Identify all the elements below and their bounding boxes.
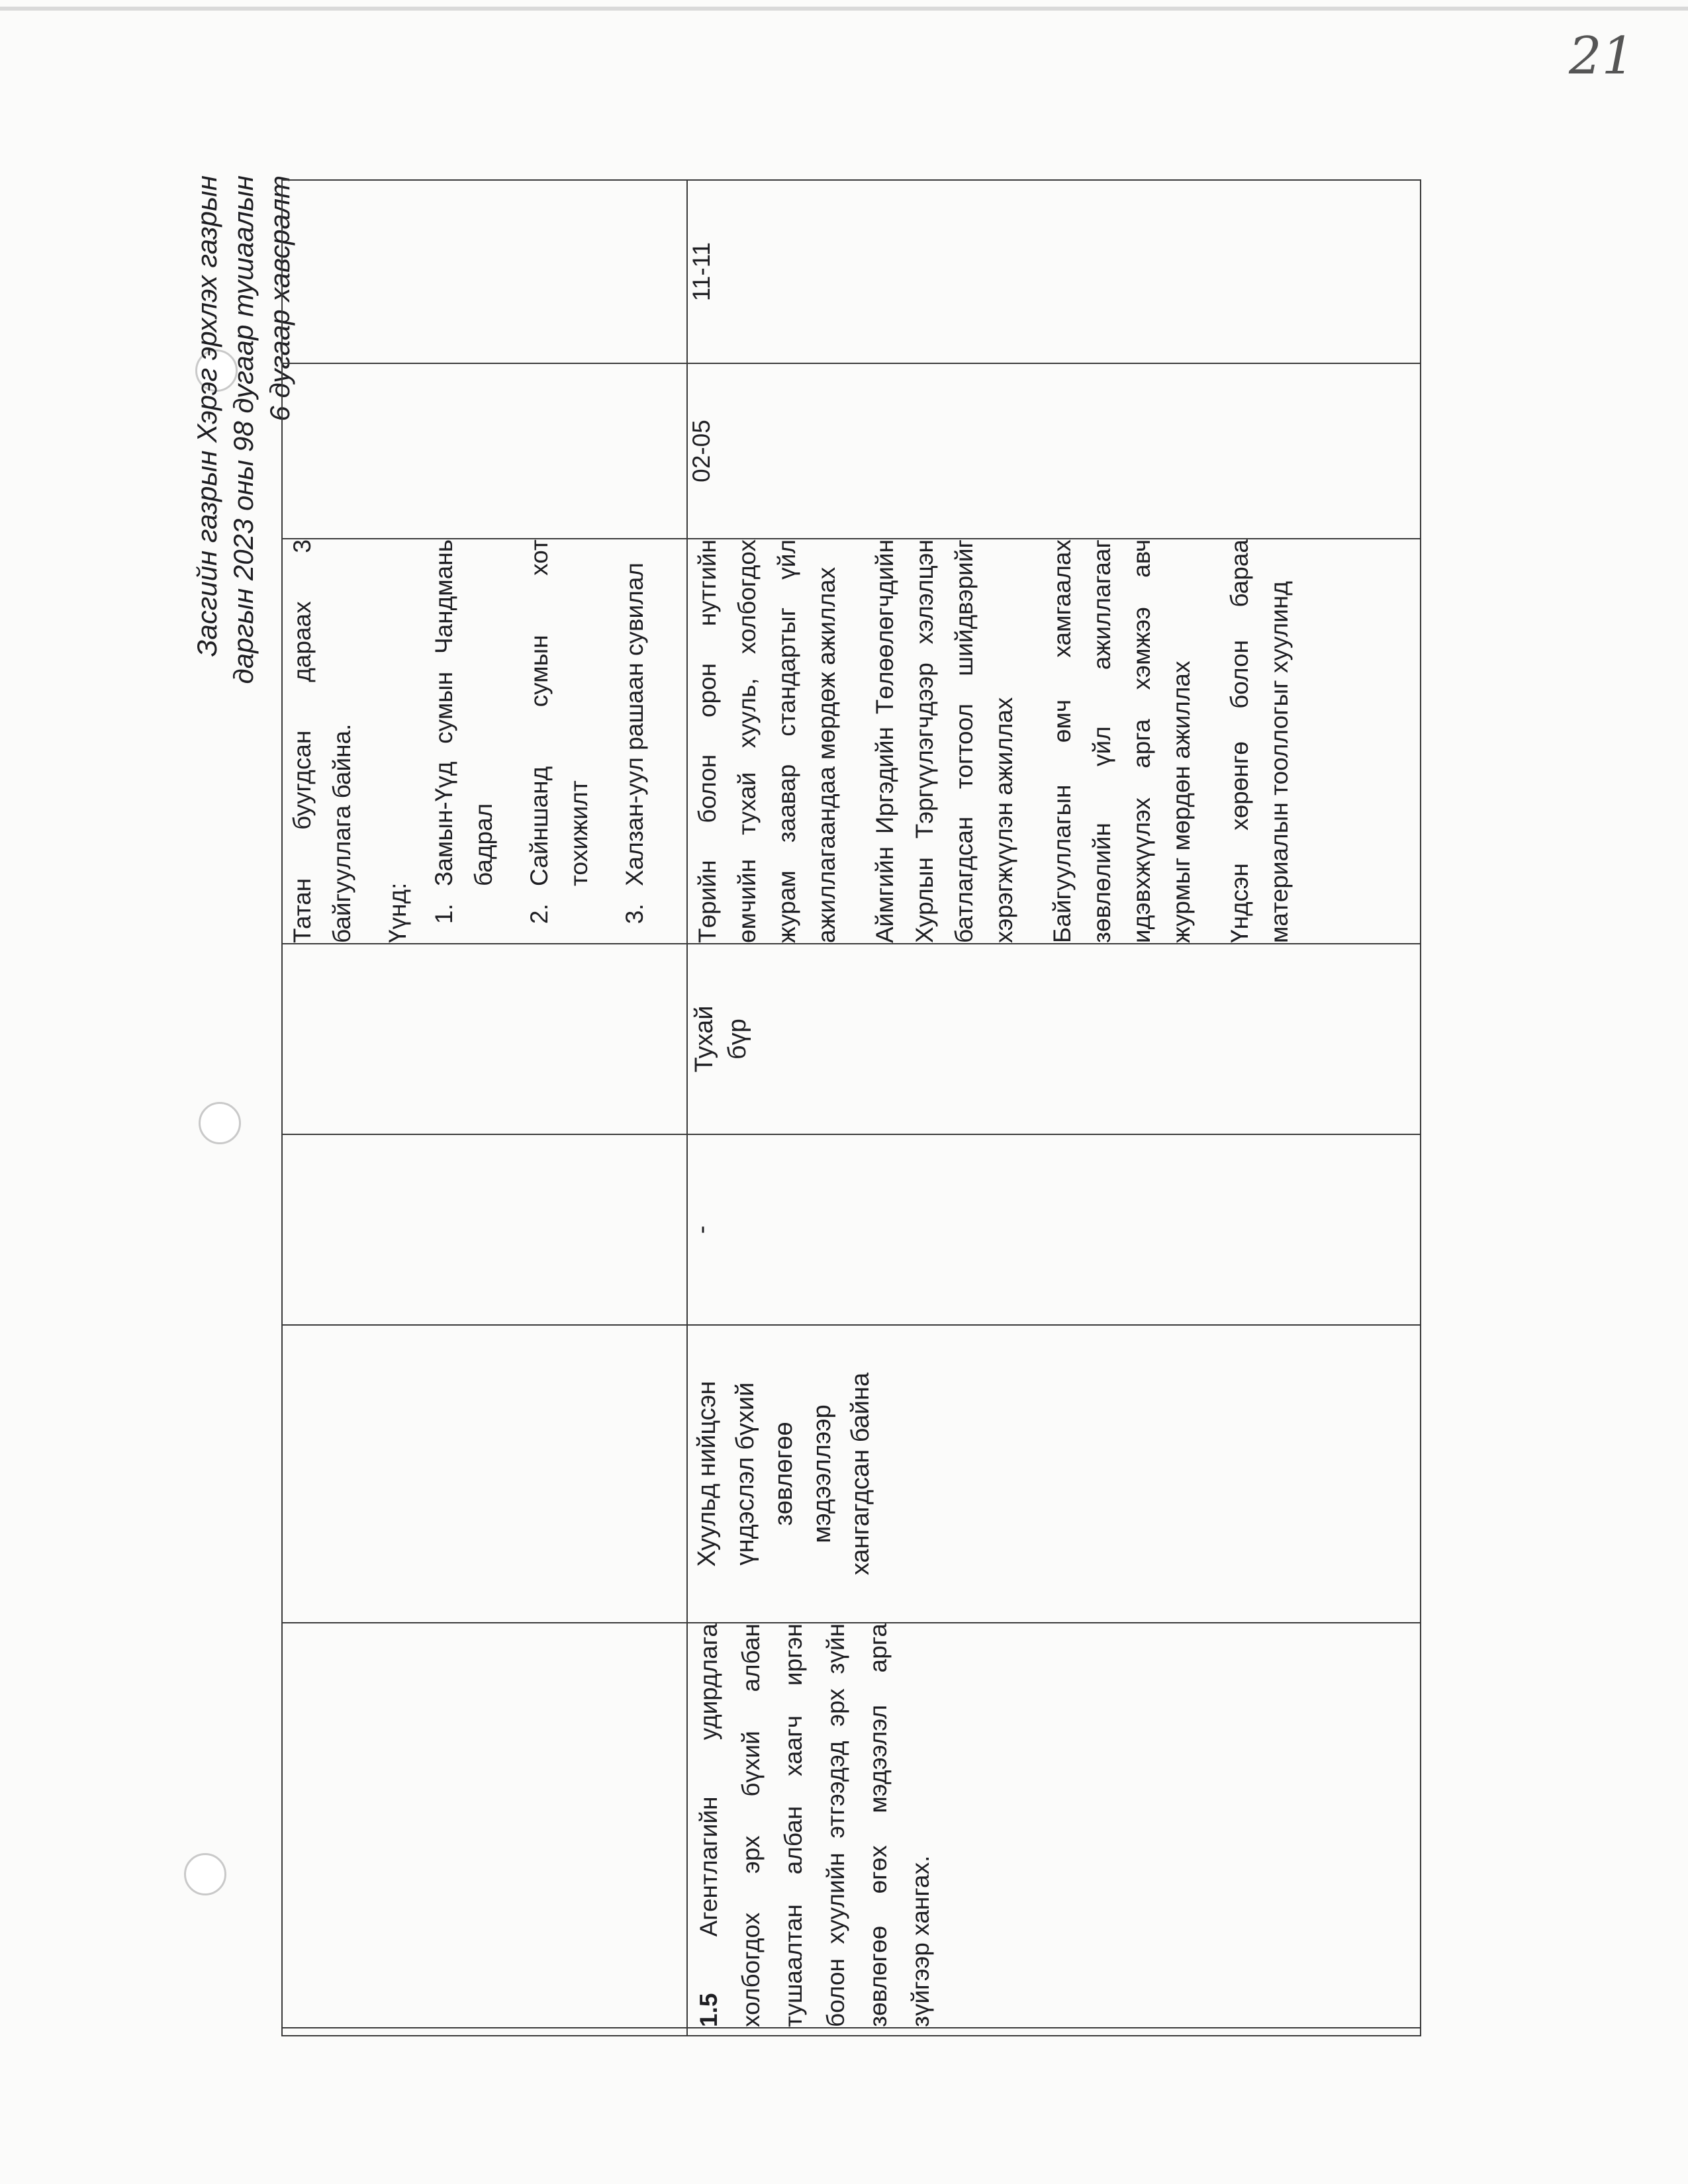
activity-item: Үндсэн хөрөнгө болон бараа материалын тооллогыг хуулинд — [1226, 539, 1293, 943]
liquidated-units-list — [424, 539, 655, 943]
list-item: 2. Сайншанд сумын хот тохижилт — [520, 539, 599, 897]
result-cell: Хуульд нийцсэн үндэслэл бүхий зөвлөгөө мэдээллээр хангагдсан байна — [687, 1325, 1421, 1623]
activity-item: Төрийн болон орон нутгийн өмчийн тухай хууль, холбогдох журам заавар стандартыг үйл ажиллагаандаа мөрдөж ажиллах — [694, 539, 840, 943]
header-line: 6 дугаар хавсралт — [264, 175, 295, 422]
header-line: даргын 2023 оны 98 дугаар тушаалын — [228, 175, 259, 684]
handwritten-page-number: 21 — [1569, 26, 1635, 86]
table-row — [282, 180, 687, 2036]
actions-intro: Татан буугдсан дараах 3 байгууллага байна. — [289, 539, 355, 943]
actions-label: Үүнд: — [384, 882, 411, 943]
list-item: 3. Халзан-уул рашаан сувилал — [615, 539, 655, 897]
rotated-page — [189, 53, 1499, 2131]
goal-number: 1.5 — [695, 1993, 722, 2027]
activity-item: Аймгийн Иргэдийн Төлөөлөгчдийн Хурлын Тэргүүлэгчдээр хэлэлцэн батлагдсан тогтоол шийдвэрийг хэрэгжүүлэн ажиллах — [871, 539, 1017, 943]
indicator-cell: - — [687, 1134, 1421, 1325]
header-line: Засгийн газрын Хэрэг эрхлэх газрын — [191, 175, 222, 657]
activity-table — [281, 179, 1421, 2036]
scan-edge-line — [0, 7, 1688, 11]
activities-cell — [687, 539, 1421, 944]
frequency-cell: Тухай бүр — [687, 944, 1421, 1134]
list-item: 1. Замын-Үүд сумын Чандмань бадрал — [424, 539, 504, 897]
end-date-cell: 11-11 — [687, 180, 1421, 363]
start-date-cell: 02-05 — [687, 363, 1421, 539]
activity-item: Байгууллагын өмч хамгаалах зөвлөлийн үйл ажиллагааг идэвхжүүлэх арга хэмжээ авч журмыг мөрдөн ажиллах — [1049, 539, 1195, 943]
goal-text: Агентлагийн удирдлага холбогдох эрх бүхий албан тушаалтан албан хаагч иргэн болон хуулийн этгээдэд эрх зүйн зөвлөгөө өгөх мэдээлэл арга зүйгээр хангах. — [695, 1623, 934, 2027]
table-row — [687, 180, 1421, 2036]
actions-cell-continued — [282, 539, 687, 944]
goal-cell — [687, 1623, 1421, 2028]
